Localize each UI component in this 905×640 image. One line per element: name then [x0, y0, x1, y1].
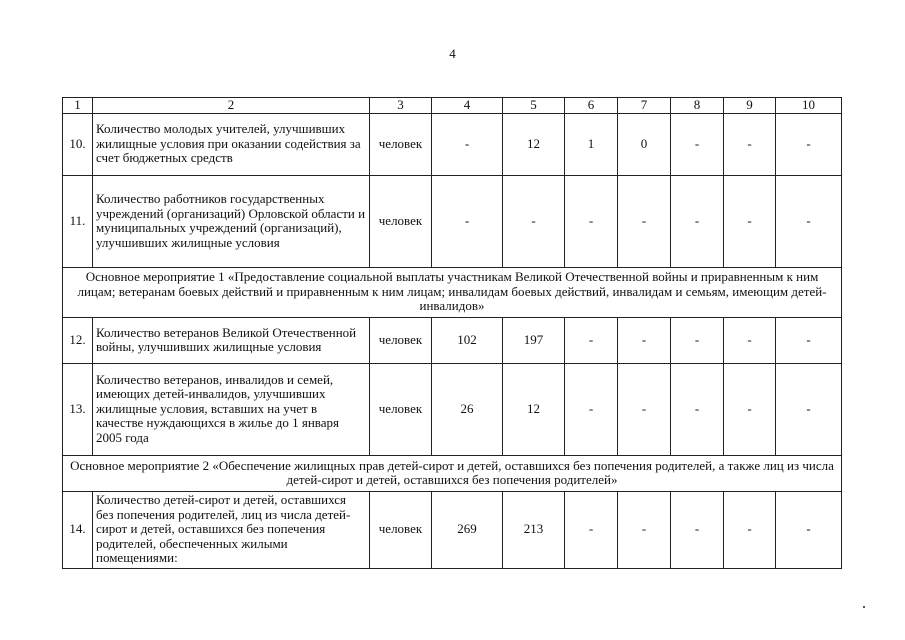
value-cell: -: [432, 113, 503, 175]
table-row: [63, 113, 842, 175]
header-cell: 8: [671, 98, 724, 114]
value-cell: -: [671, 175, 724, 267]
table-row: [63, 363, 842, 455]
row-number: 13.: [63, 363, 93, 455]
value-cell: -: [432, 175, 503, 267]
unit-cell: человек: [370, 491, 432, 568]
value-cell: -: [671, 491, 724, 568]
indicator-description: Количество ветеранов, инвалидов и семей, имеющих детей-инвалидов, улучшивших жилищные условия, вставших на учет в качестве нуждающихся в жилье до 1 января 2005 года: [93, 363, 370, 455]
value-cell: -: [565, 317, 618, 363]
section-heading: Основное мероприятие 1 «Предоставление социальной выплаты участникам Великой Отечественной войны и приравненным к ним лицам; ветеранам боевых действий и приравненным к ним лицам; инвалидам боевых действий, инвалидам и семьям, имеющим детей-инвалидов»: [63, 267, 842, 317]
value-cell: -: [724, 363, 776, 455]
indicator-description: Количество молодых учителей, улучшивших жилищные условия при оказании содействия за счет бюджетных средств: [93, 113, 370, 175]
value-cell: -: [776, 491, 842, 568]
value-cell: -: [724, 113, 776, 175]
table-row: [63, 491, 842, 568]
row-number: 14.: [63, 491, 93, 568]
value-cell: -: [776, 363, 842, 455]
page-number: 4: [449, 46, 456, 61]
value-cell: 12: [503, 363, 565, 455]
table-row: [63, 175, 842, 267]
value-cell: -: [724, 491, 776, 568]
indicator-description: Количество работников государственных учреждений (организаций) Орловской области и муниципальных учреждений (организаций), улучшивших жилищные условия: [93, 175, 370, 267]
row-number: 10.: [63, 113, 93, 175]
value-cell: -: [565, 491, 618, 568]
value-cell: -: [671, 113, 724, 175]
value-cell: -: [776, 113, 842, 175]
section-row: [63, 267, 842, 317]
value-cell: 269: [432, 491, 503, 568]
header-cell: 2: [93, 98, 370, 114]
section-row: [63, 455, 842, 491]
unit-cell: человек: [370, 363, 432, 455]
value-cell: -: [503, 175, 565, 267]
scan-speck: [863, 606, 865, 608]
value-cell: -: [671, 317, 724, 363]
value-cell: 0: [618, 113, 671, 175]
value-cell: -: [618, 363, 671, 455]
value-cell: -: [618, 175, 671, 267]
value-cell: -: [618, 317, 671, 363]
value-cell: -: [618, 491, 671, 568]
header-cell: 1: [63, 98, 93, 114]
value-cell: 26: [432, 363, 503, 455]
value-cell: -: [671, 363, 724, 455]
value-cell: 213: [503, 491, 565, 568]
header-cell: 7: [618, 98, 671, 114]
value-cell: -: [565, 363, 618, 455]
header-cell: 4: [432, 98, 503, 114]
value-cell: 102: [432, 317, 503, 363]
section-heading: Основное мероприятие 2 «Обеспечение жилищных прав детей-сирот и детей, оставшихся без попечения родителей, а также лиц из числа детей-сирот и детей, оставшихся без попечения родителей»: [63, 455, 842, 491]
table-header-row: [63, 98, 842, 114]
value-cell: -: [776, 175, 842, 267]
value-cell: 197: [503, 317, 565, 363]
header-cell: 9: [724, 98, 776, 114]
table-row: [63, 317, 842, 363]
value-cell: 1: [565, 113, 618, 175]
value-cell: -: [565, 175, 618, 267]
row-number: 12.: [63, 317, 93, 363]
header-cell: 10: [776, 98, 842, 114]
unit-cell: человек: [370, 175, 432, 267]
indicator-description: Количество ветеранов Великой Отечественной войны, улучшивших жилищные условия: [93, 317, 370, 363]
value-cell: -: [724, 175, 776, 267]
unit-cell: человек: [370, 317, 432, 363]
value-cell: -: [724, 317, 776, 363]
unit-cell: человек: [370, 113, 432, 175]
indicators-table: [62, 97, 842, 569]
value-cell: 12: [503, 113, 565, 175]
header-cell: 5: [503, 98, 565, 114]
indicator-description: Количество детей-сирот и детей, оставшихся без попечения родителей, лиц из числа детей-сирот и детей, оставшихся без попечения родителей, обеспеченных жилыми помещениями:: [93, 491, 370, 568]
row-number: 11.: [63, 175, 93, 267]
value-cell: -: [776, 317, 842, 363]
header-cell: 6: [565, 98, 618, 114]
header-cell: 3: [370, 98, 432, 114]
